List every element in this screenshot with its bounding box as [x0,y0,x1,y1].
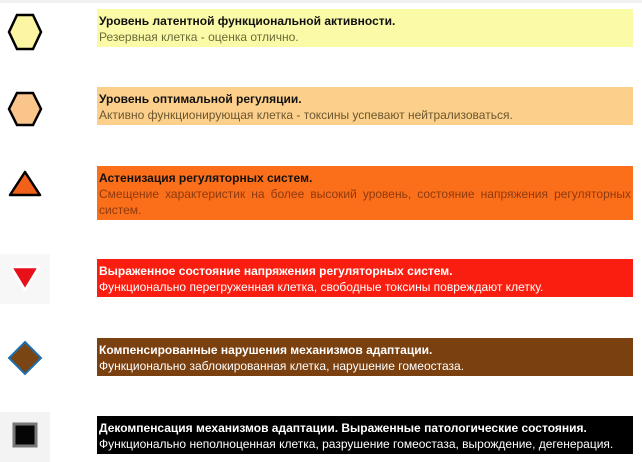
legend-description: Функционально перегруженная клетка, свободные токсины повреждают клетку. [99,280,544,294]
legend-description: Резервная клетка - оценка отлично. [99,30,299,44]
legend-description: Смещение характеристик на более высокий уровень, состояние напряжения регуляторных систем. [99,187,631,217]
legend-description: Функционально неполноценная клетка, разрушение гомеостаза, вырождение, дегенерация. [99,437,614,451]
triangle-down-icon [0,254,50,304]
legend-label-latent [97,9,633,47]
legend-description: Активно функционирующая клетка - токсины успевают нейтрализоваться. [99,108,513,122]
hexagon-icon [0,5,50,55]
legend-title: Декомпенсация механизмов адаптации. Выраженные патологические состояния. [99,421,587,435]
top-divider [0,0,642,3]
legend-label-asthenia [97,166,633,220]
triangle-up-icon [0,160,50,210]
legend-title: Компенсированные нарушения механизмов адаптации. [99,343,433,357]
hexagon-icon [0,82,50,132]
legend-title: Уровень оптимальной регуляции. [99,92,302,106]
legend-label-optimal [97,87,633,125]
legend-title: Уровень латентной функциональной активности. [99,14,396,28]
legend-label-decompensated [97,416,633,454]
diamond-icon [0,333,50,383]
legend-title: Выраженное состояние напряжения регуляторных систем. [99,264,453,278]
legend-description: Функционально заблокированная клетка, нарушение гомеостаза. [99,359,465,373]
square-icon [0,412,50,462]
legend-label-tension [97,259,633,297]
legend-title: Астенизация регуляторных систем. [99,171,313,185]
legend-label-compensated [97,338,633,376]
